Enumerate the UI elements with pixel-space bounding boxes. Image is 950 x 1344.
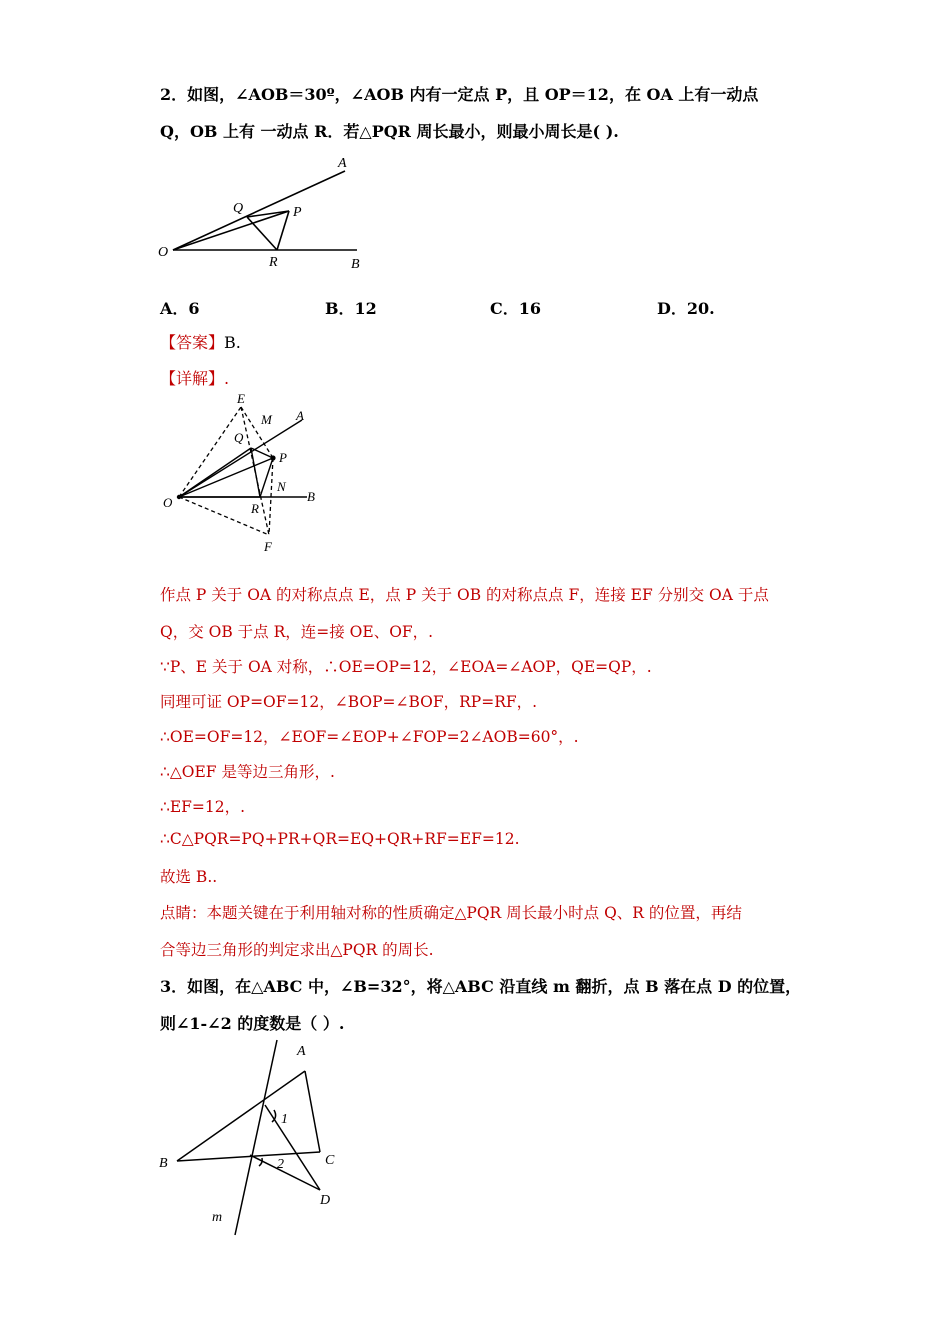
- detail-line-3: ∵P、E 关于 OA 对称，∴OE=OP=12，∠EOA=∠AOP，QE=QP，.: [160, 658, 652, 676]
- detail-tag: 【详解】.: [160, 369, 230, 388]
- label-P: P: [293, 205, 302, 220]
- label-A: A: [297, 1044, 306, 1059]
- detail-line-6: ∴△OEF 是等边三角形，.: [160, 763, 335, 781]
- label-D: D: [320, 1193, 331, 1208]
- label-m: m: [212, 1210, 223, 1225]
- option-d: D．20.: [657, 299, 715, 318]
- label-E: E: [237, 391, 245, 406]
- segment-OQ: [179, 448, 251, 497]
- segment-QP: [247, 211, 289, 217]
- segment-AC: [305, 1071, 320, 1152]
- ray-OA: [173, 171, 345, 250]
- q2-line2: Q，OB 上有 一动点 R．若△PQR 周长最小，则最小周长是( ).: [160, 122, 619, 141]
- answer-value: B.: [224, 333, 241, 352]
- label-R: R: [269, 255, 278, 270]
- segment-ED: [265, 1105, 320, 1190]
- segment-PR: [260, 458, 273, 497]
- option-a: A．6: [160, 299, 200, 318]
- label-M: M: [261, 412, 272, 427]
- answer-tag: 【答案】: [160, 333, 225, 352]
- label-O: O: [158, 245, 169, 260]
- detail-line-9: 故选 B..: [160, 868, 218, 886]
- detail-line-7: ∴EF=12，.: [160, 798, 246, 816]
- label-B: B: [307, 489, 315, 504]
- detail-line-10: 点睛：本题关键在于利用轴对称的性质确定△PQR 周长最小时点 Q、R 的位置，再结: [160, 904, 742, 922]
- label-Q: Q: [234, 430, 244, 445]
- q3-line2: 则∠1-∠2 的度数是（ ）.: [160, 1014, 345, 1033]
- label-C: C: [325, 1153, 335, 1168]
- label-Q: Q: [233, 201, 244, 216]
- q3-figure: [150, 1035, 360, 1240]
- label-A: A: [338, 156, 347, 171]
- label-O: O: [163, 495, 173, 510]
- option-c: C．16: [490, 299, 542, 318]
- detail-line-2: Q，交 OB 于点 R，连=接 OE、OF，.: [160, 623, 434, 641]
- label-N: N: [277, 479, 286, 494]
- detail-line-11: 合等边三角形的判定求出△PQR 的周长.: [160, 941, 434, 959]
- detail-line-5: ∴OE=OF=12，∠EOF=∠EOP+∠FOP=2∠AOB=60°，.: [160, 728, 579, 746]
- label-P: P: [279, 450, 287, 465]
- detail-line-4: 同理可证 OP=OF=12，∠BOP=∠BOF，RP=RF，.: [160, 693, 538, 711]
- point-O: [177, 495, 181, 499]
- label-angle-1: 1: [281, 1112, 288, 1127]
- segment-PR: [277, 211, 289, 250]
- segment-QP: [251, 448, 273, 458]
- label-B: B: [351, 257, 360, 272]
- option-b: B．12: [325, 299, 377, 318]
- label-R: R: [251, 501, 259, 516]
- q2-figure: [155, 150, 370, 275]
- label-F: F: [264, 539, 272, 554]
- detail-line-1: 作点 P 关于 OA 的对称点点 E，点 P 关于 OB 的对称点点 F，连接 EF 分别交 OA 于点: [160, 586, 769, 604]
- label-A: A: [296, 408, 304, 423]
- q2-line1: 2．如图，∠AOB＝30º，∠AOB 内有一定点 P，且 OP＝12，在 OA 上有一动点: [160, 85, 759, 104]
- answer-line: [160, 330, 241, 353]
- q3-line1: 3．如图，在△ABC 中，∠B=32°，将△ABC 沿直线 m 翻折，点 B 落在点 D 的位置，: [160, 977, 802, 996]
- label-angle-2: 2: [277, 1157, 284, 1172]
- segment-QR: [247, 217, 277, 250]
- point-P: [270, 455, 275, 460]
- label-B: B: [159, 1156, 168, 1171]
- q2-detail-figure: [155, 390, 340, 560]
- detail-line-8: ∴C△PQR=PQ+PR+QR=EQ+QR+RF=EF=12.: [160, 830, 520, 848]
- line-m: [235, 1040, 277, 1235]
